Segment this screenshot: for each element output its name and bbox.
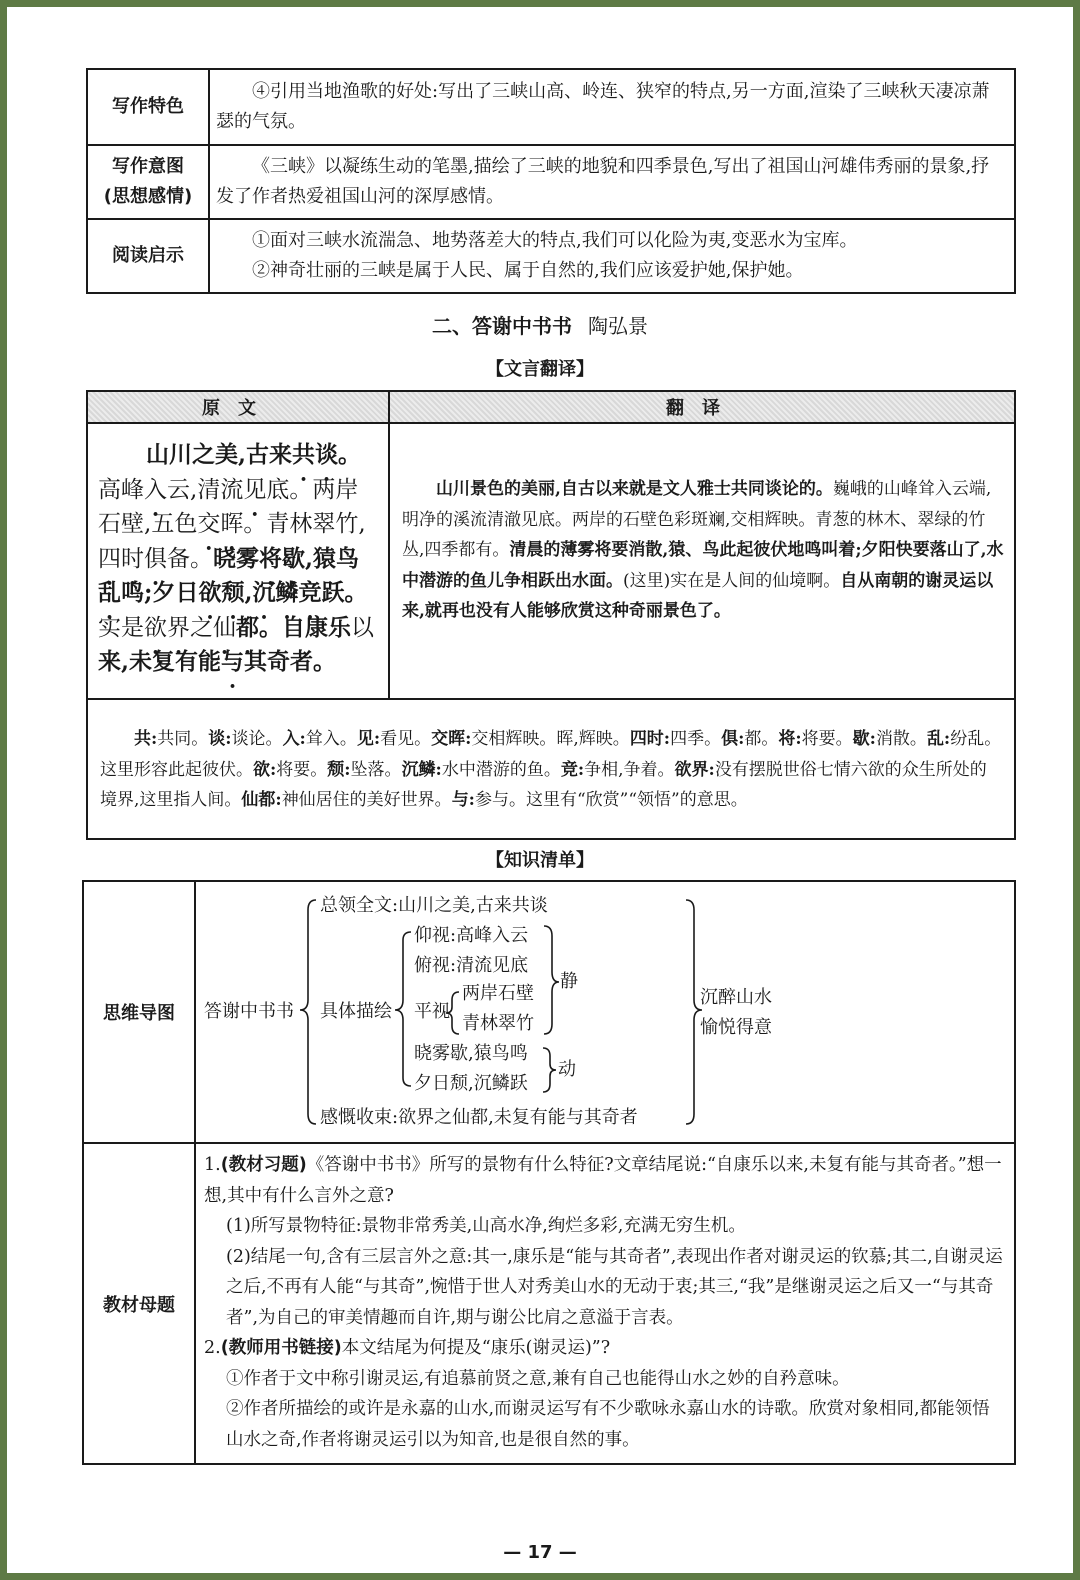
mindmap-root: 答谢中书书 <box>204 1001 294 1022</box>
row-text: ①面对三峡水流湍急、地势落差大的特点,我们可以化险为夷,变恶水为宝库。 <box>252 230 858 251</box>
answer-1-2: (2)结尾一句,含有三层言外之意:其一,康乐是“能与其奇者”,表现出作者对谢灵运的钦慕;其二,自谢灵运之后,不再有人能“与其奇”,惋惜于世人对秀美山水的无动于衷;其三,“我”是继谢灵运之后又一“与其奇者”,为自己的审美情趣而自许,期与谢公比肩之意溢于言表。 <box>226 1246 1003 1328</box>
note-term: 谈: <box>208 729 232 750</box>
note-term: 将: <box>778 729 802 750</box>
answer-2-2: ②作者所描绘的或许是永嘉的山水,而谢灵运写有不少歌咏永嘉山水的诗歌。欣赏对象相同,都能领悟山水之奇,作者将谢灵运引以为知音,也是很自然的事。 <box>226 1399 990 1450</box>
brace-still <box>544 926 559 1034</box>
original-line: 实是欲界之仙都。自康乐以 <box>98 613 374 641</box>
note-term: 四时: <box>629 729 671 750</box>
question-number: 2. <box>204 1338 221 1358</box>
note-term: 入: <box>282 729 306 750</box>
translation-segment: 清晨的薄雾将要消散,猿、鸟此起彼伏地鸣叫着;夕阳快要落山了,水中潜游的鱼儿争相跃出水面。 <box>402 540 1004 591</box>
question-1 <box>204 1150 1004 1211</box>
answer-2-1: ①作者于文中称引谢灵运,有追慕前贤之意,兼有自己也能得山水之妙的自矜意味。 <box>226 1368 850 1389</box>
translation-heading: 【文言翻译】 <box>486 359 594 380</box>
translation-table <box>86 390 1016 840</box>
brace-result <box>686 900 702 1124</box>
original-line: 四时俱备。晓雾将歇,猿鸟 <box>98 544 360 572</box>
note-term: 欲界: <box>674 759 715 780</box>
note-term: 竞: <box>560 759 585 780</box>
row-text: 《三峡》以凝练生动的笔墨,描绘了三峡的地貌和四季景色,写出了祖国山河雄伟秀丽的景象,抒发了作者热爱祖国山河的深厚感情。 <box>216 156 990 207</box>
knowledge-table <box>82 880 1016 1465</box>
mindmap-still: 静 <box>560 971 578 992</box>
original-line: 高峰入云,清流见底。两岸 <box>98 476 359 503</box>
section-author: 陶弘景 <box>588 314 648 338</box>
note-definition: 共同。 <box>157 729 209 750</box>
question-2 <box>204 1333 1004 1364</box>
table-row <box>87 69 1015 145</box>
note-definition: 参与。这里有“欣赏”“领悟”的意思。 <box>474 790 748 811</box>
exercise-content <box>195 1143 1015 1464</box>
note-term: 俱: <box>721 729 745 750</box>
row-label: 阅读启示 <box>87 219 209 293</box>
note-term: 见: <box>356 729 381 750</box>
note-definition: 四季。 <box>670 729 722 750</box>
row-text: ④引用当地渔歌的好处:写出了三峡山高、岭连、狭窄的特点,另一方面,渲染了三峡秋天凄凉萧瑟的气氛。 <box>216 81 990 132</box>
mindmap-yang: 仰视:高峰入云 <box>414 925 529 946</box>
note-term: 乱: <box>926 729 951 750</box>
note-term: 仙都: <box>241 790 282 811</box>
note-definition: 争相,争着。 <box>584 759 675 780</box>
mindmap-dong-2: 夕日颓,沉鳞跃 <box>414 1073 528 1094</box>
question-tag: (教师用书链接) <box>220 1338 342 1358</box>
note-definition: 谈论。 <box>231 729 283 750</box>
mindmap-ping-1: 两岸石壁 <box>462 983 534 1004</box>
row-label: 写作特色 <box>87 69 209 145</box>
summary-table <box>86 68 1016 294</box>
note-term: 与: <box>451 790 475 811</box>
translation-text <box>389 423 1015 699</box>
note-definition: 神仙居住的美好世界。 <box>281 790 452 811</box>
table-row <box>83 881 1015 1143</box>
table-row <box>87 423 1015 699</box>
table-row <box>87 219 1015 293</box>
row-label: 写作意图 <box>112 156 184 177</box>
note-term: 颓: <box>327 759 351 780</box>
note-term: 交晖: <box>431 729 472 750</box>
mindmap-opening: 总领全文:山川之美,古来共谈 <box>320 895 548 916</box>
mindmap-result-2: 愉悦得意 <box>700 1017 772 1038</box>
question-number: 1. <box>204 1155 221 1175</box>
original-line: 山川之美,古来共谈。 <box>146 441 362 468</box>
table-row <box>83 1143 1015 1464</box>
brace-main <box>300 900 316 1124</box>
mindmap-braces <box>196 882 1016 1144</box>
note-definition: 交相辉映。晖,辉映。 <box>471 729 630 750</box>
section-title <box>0 310 1080 339</box>
note-definition: 纷乱。这里形容此起彼伏。 <box>100 729 1002 780</box>
table-row <box>87 699 1015 839</box>
answer-1-1: (1)所写景物特征:景物非常秀美,山高水净,绚烂多彩,充满无穷生机。 <box>226 1216 746 1236</box>
mindmap <box>195 881 1015 1143</box>
question-text: 本文结尾为何提及“康乐(谢灵运)”? <box>341 1338 611 1358</box>
note-definition: 消散。 <box>875 729 927 750</box>
original-line: 来,未复有能与其奇者。 <box>98 648 337 675</box>
translation-segment: 巍峨的山峰耸入云端,明净的溪流清澈见底。两岸的石壁色彩斑斓,交相辉映。青葱的林木、翠绿的竹丛,四季都有。 <box>402 479 992 560</box>
row-label-sub: (思想感情) <box>103 186 193 207</box>
note-definition: 没有摆脱世俗七情六欲的众生所处的境界,这里指人间。 <box>100 759 987 811</box>
translation-segment: 自从南朝的谢灵运以来,就再也没有人能够欣赏这种奇丽景色了。 <box>402 570 994 621</box>
knowledge-heading: 【知识清单】 <box>486 850 594 871</box>
section-title-text: 二、答谢中书书 <box>432 314 572 338</box>
mindmap-fu: 俯视:清流见底 <box>414 955 529 976</box>
original-line: 石壁,五色交晖。青林翠竹, <box>98 511 366 537</box>
original-line: 乱鸣;夕日欲颓,沉鳞竞跃。 <box>98 579 368 606</box>
header-original: 原文 <box>87 391 389 423</box>
note-definition: 水中潜游的鱼。 <box>441 759 561 780</box>
note-definition: 将要。 <box>276 759 328 780</box>
brace-moving <box>543 1048 556 1092</box>
mindmap-body: 具体描绘 <box>320 1001 392 1022</box>
note-term: 沉鳞: <box>401 759 442 780</box>
row-text: ②神奇壮丽的三峡是属于人民、属于自然的,我们应该爱护她,保护她。 <box>252 260 804 281</box>
note-term: 歇: <box>852 729 876 750</box>
note-definition: 耸入。 <box>305 729 357 750</box>
translation-segment: (这里)实在是人间的仙境啊。 <box>623 570 841 591</box>
mindmap-label: 思维导图 <box>83 881 195 1143</box>
note-definition: 坠落。 <box>350 759 402 780</box>
table-header-row <box>87 391 1015 423</box>
mindmap-result-1: 沉醉山水 <box>700 987 772 1008</box>
question-text: 《答谢中书书》所写的景物有什么特征?文章结尾说:“自康乐以来,未复有能与其奇者。”想一想,其中有什么言外之意? <box>204 1155 1002 1206</box>
mindmap-moving: 动 <box>558 1059 576 1080</box>
translation-segment: 山川景色的美丽,自古以来就是文人雅士共同谈论的。 <box>436 479 833 499</box>
word-notes <box>87 699 1015 839</box>
note-definition: 将要。 <box>801 729 853 750</box>
exercise-label: 教材母题 <box>83 1143 195 1464</box>
header-translation: 翻译 <box>389 391 1015 423</box>
note-term: 欲: <box>253 759 277 780</box>
mindmap-dong-1: 晓雾歇,猿鸟鸣 <box>414 1043 528 1064</box>
mindmap-closing: 感慨收束:欲界之仙都,未复有能与其奇者 <box>320 1107 638 1128</box>
question-tag: (教材习题) <box>220 1155 307 1175</box>
original-text <box>87 423 389 699</box>
mindmap-ping: 平视 <box>414 1001 450 1022</box>
note-definition: 都。 <box>744 729 779 750</box>
note-term: 共: <box>134 729 158 750</box>
table-row <box>87 145 1015 219</box>
page-number: — 17 — <box>503 1542 577 1563</box>
note-definition: 看见。 <box>380 729 432 750</box>
mindmap-ping-2: 青林翠竹 <box>462 1013 534 1034</box>
brace-body <box>395 932 411 1086</box>
